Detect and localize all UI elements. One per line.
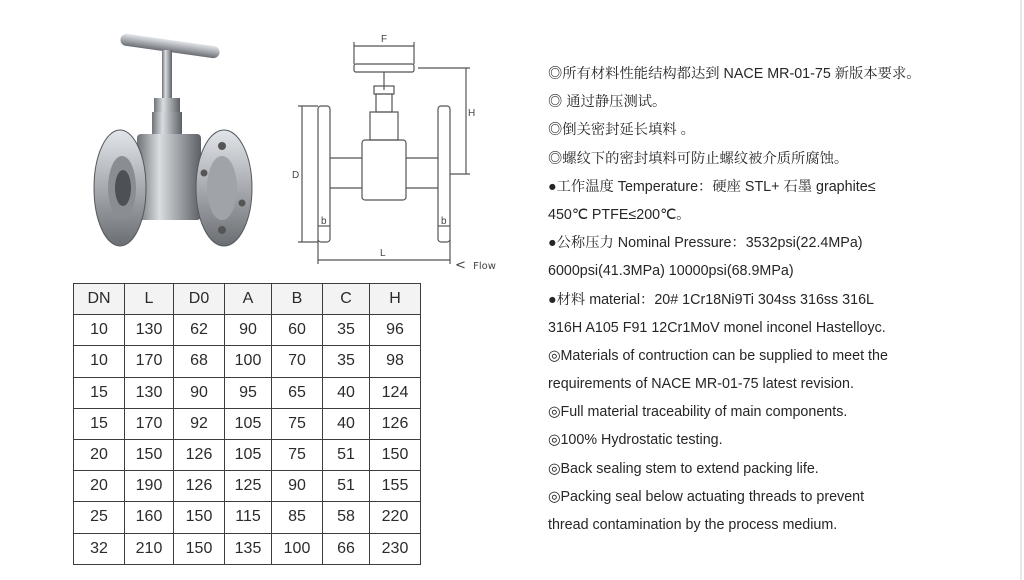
- spec-line: ◎Packing seal below actuating threads to prevent: [548, 488, 865, 505]
- spec-line: ◎Full material traceability of main components.: [548, 404, 848, 421]
- page-edge-divider: [1020, 0, 1022, 580]
- table-cell: 40: [323, 408, 370, 439]
- table-cell: 10: [74, 315, 125, 346]
- table-cell: 51: [323, 471, 370, 502]
- table-cell: 51: [323, 439, 370, 470]
- spec-line: ●材料 material：20# 1Cr18Ni9Ti 304ss 316ss 316L: [548, 291, 874, 308]
- table-cell: 126: [370, 408, 421, 439]
- table-cell: 130: [125, 315, 174, 346]
- table-cell: 92: [174, 408, 225, 439]
- table-cell: 190: [125, 471, 174, 502]
- header-l: L: [125, 284, 174, 315]
- spec-line: 450℃ PTFE≤200℃。: [548, 206, 691, 223]
- table-cell: 35: [323, 346, 370, 377]
- table-cell: 220: [370, 502, 421, 533]
- table-cell: 150: [125, 439, 174, 470]
- table-cell: 15: [74, 408, 125, 439]
- table-cell: 70: [272, 346, 323, 377]
- table-row: [74, 471, 421, 502]
- flow-arrow-icon: <: [455, 258, 466, 273]
- spec-line: ◎Back sealing stem to extend packing life.: [548, 460, 819, 477]
- dim-h-label: H: [468, 108, 476, 119]
- table-cell: 60: [272, 315, 323, 346]
- table-cell: 40: [323, 377, 370, 408]
- spec-line: ●公称压力 Nominal Pressure：3532psi(22.4MPa): [548, 235, 863, 252]
- table-cell: 20: [74, 471, 125, 502]
- table-row: [74, 502, 421, 533]
- table-cell: 170: [125, 346, 174, 377]
- table-cell: 90: [225, 315, 272, 346]
- table-cell: 126: [174, 439, 225, 470]
- header-a: A: [225, 284, 272, 315]
- dim-b-right-label: b: [441, 216, 447, 227]
- table-cell: 32: [74, 533, 125, 564]
- table-cell: 105: [225, 408, 272, 439]
- table-cell: 98: [370, 346, 421, 377]
- table-cell: 66: [323, 533, 370, 564]
- table-cell: 85: [272, 502, 323, 533]
- table-cell: 95: [225, 377, 272, 408]
- table-cell: 170: [125, 408, 174, 439]
- table-cell: 160: [125, 502, 174, 533]
- spec-line: ◎Materials of contruction can be supplied to meet the: [548, 347, 888, 364]
- table-cell: 135: [225, 533, 272, 564]
- dim-b-left-label: b: [321, 216, 327, 227]
- table-row: [74, 533, 421, 564]
- table-row: [74, 377, 421, 408]
- table-cell: 150: [174, 502, 225, 533]
- table-cell: 210: [125, 533, 174, 564]
- table-cell: 230: [370, 533, 421, 564]
- spec-line: ●工作温度 Temperature：硬座 STL+ 石墨 graphite≤: [548, 178, 876, 195]
- table-cell: 90: [174, 377, 225, 408]
- spec-line: 316H A105 F91 12Cr1MoV monel inconel Hastelloyc.: [548, 319, 886, 336]
- flow-label: Flow: [473, 261, 496, 272]
- table-cell: 75: [272, 408, 323, 439]
- table-row: [74, 346, 421, 377]
- table-cell: 62: [174, 315, 225, 346]
- table-cell: 126: [174, 471, 225, 502]
- dim-d-label: D: [292, 170, 300, 181]
- header-d0: D0: [174, 284, 225, 315]
- table-row: [74, 439, 421, 470]
- table-cell: 130: [125, 377, 174, 408]
- table-cell: 155: [370, 471, 421, 502]
- table-row: [74, 315, 421, 346]
- dimension-drawing: [290, 28, 510, 278]
- table-cell: 100: [225, 346, 272, 377]
- table-cell: 105: [225, 439, 272, 470]
- table-cell: 58: [323, 502, 370, 533]
- spec-line: ◎所有材料性能结构都达到 NACE MR-01-75 新版本要求。: [548, 66, 921, 82]
- table-cell: 150: [174, 533, 225, 564]
- dim-l-label: L: [380, 248, 386, 259]
- table-cell: 100: [272, 533, 323, 564]
- spec-line: 6000psi(41.3MPa) 10000psi(68.9MPa): [548, 263, 794, 280]
- table-cell: 65: [272, 377, 323, 408]
- header-c: C: [323, 284, 370, 315]
- header-h: H: [370, 284, 421, 315]
- specifications-text: [548, 60, 1018, 539]
- dimension-table: [73, 283, 421, 565]
- spec-line: requirements of NACE MR-01-75 latest revision.: [548, 376, 854, 393]
- table-cell: 124: [370, 377, 421, 408]
- dim-f-label: F: [381, 34, 388, 45]
- spec-line: thread contamination by the process medium.: [548, 517, 838, 533]
- table-cell: 96: [370, 315, 421, 346]
- table-cell: 35: [323, 315, 370, 346]
- flow-indicator: [455, 258, 496, 273]
- table-cell: 15: [74, 377, 125, 408]
- table-row: [74, 408, 421, 439]
- table-cell: 68: [174, 346, 225, 377]
- table-cell: 25: [74, 502, 125, 533]
- table-cell: 75: [272, 439, 323, 470]
- table-cell: 125: [225, 471, 272, 502]
- valve-photo: [82, 28, 272, 268]
- table-cell: 150: [370, 439, 421, 470]
- spec-line: ◎ 通过静压测试。: [548, 94, 667, 111]
- spec-line: ◎倒关密封延长填料 。: [548, 122, 695, 139]
- table-cell: 10: [74, 346, 125, 377]
- header-b: B: [272, 284, 323, 315]
- spec-line: ◎100% Hydrostatic testing.: [548, 432, 723, 449]
- table-header-row: [74, 284, 421, 315]
- table-cell: 115: [225, 502, 272, 533]
- spec-line: ◎螺纹下的密封填料可防止螺纹被介质所腐蚀。: [548, 150, 849, 167]
- table-cell: 20: [74, 439, 125, 470]
- header-dn: DN: [74, 284, 125, 315]
- table-cell: 90: [272, 471, 323, 502]
